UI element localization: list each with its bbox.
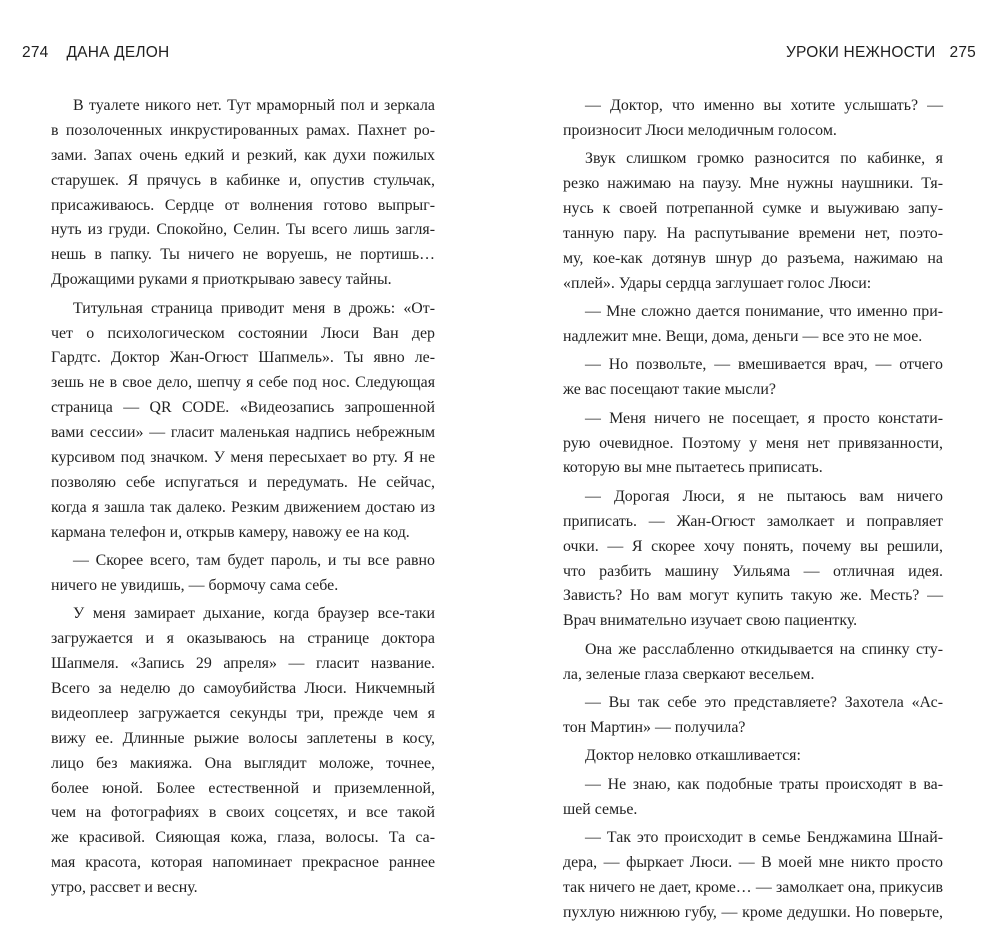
text-line: — Доктор, что именно вы хотите услышать? — bbox=[585, 97, 943, 114]
paragraph bbox=[563, 353, 943, 403]
paragraph bbox=[563, 773, 943, 823]
text-line: загружается и я оказываюсь на странице доктора bbox=[51, 630, 435, 648]
paragraph bbox=[51, 94, 435, 293]
text-line: чет о психологическом состоянии Люси Ван дер bbox=[51, 324, 435, 342]
text-line: Дрожащими руками я приоткрываю завесу тайны. bbox=[51, 271, 392, 289]
text-line: чем на фотографиях в своих соцсетях, и все такой bbox=[51, 804, 435, 822]
text-line: зешь не в свое дело, шепчу я себе под нос. Следующая bbox=[51, 374, 435, 392]
text-line: Зависть? Но вам могут купить такую же. Месть? — bbox=[563, 587, 943, 605]
paragraph bbox=[563, 744, 943, 769]
text-line: му, кое-как дотянув шнур до разъема, нажимаю на bbox=[563, 249, 943, 267]
paragraph bbox=[563, 147, 943, 296]
text-line: позволяю себе испугаться и передумать. Не сейчас, bbox=[51, 473, 435, 491]
text-line: — Дорогая Люси, я не пытаюсь вам ничего bbox=[585, 487, 943, 505]
text-line: в позолоченных инкрустированных рамах. Пахнет ро- bbox=[51, 121, 435, 139]
text-line: резко нажимаю на паузу. Мне нужны наушники. Тя- bbox=[563, 175, 943, 193]
text-line: Шапмеля. «Запись 29 апреля» — гласит название. bbox=[51, 655, 435, 673]
right-page-number: 275 bbox=[949, 44, 976, 61]
text-line: кармана телефон и, открыв камеру, навожу ее на код. bbox=[51, 523, 410, 541]
text-line: присаживаюсь. Сердце от волнения готово выпрыг- bbox=[51, 196, 435, 214]
text-line: рую очевидное. Поэтому у меня нет привязанности, bbox=[563, 434, 943, 452]
text-line: пухлую нижнюю губу, — кроме дедушки. Но поверьте, bbox=[563, 903, 943, 921]
text-line: видеоплеер загружается секунды три, прежде чем я bbox=[51, 704, 435, 722]
paragraph bbox=[563, 485, 943, 634]
text-line: старушек. Я прячусь в кабинке и, опустив стульчак, bbox=[51, 171, 435, 189]
book-title: УРОКИ НЕЖНОСТИ bbox=[785, 44, 936, 61]
author-name: ДАНА ДЕЛОН bbox=[66, 44, 170, 61]
text-line: Врач внимательно изучает свою пациентку. bbox=[563, 612, 858, 630]
text-line: Титульная страница приводит меня в дрожь: «От- bbox=[73, 299, 435, 317]
text-line: которую вы мне пытаетесь приписать. bbox=[563, 459, 823, 477]
text-line: — Скорее всего, там будет пароль, и ты все равно bbox=[73, 552, 435, 570]
text-line: мая красота, которая напоминает прекрасное раннее bbox=[51, 854, 435, 872]
text-line: приписать. — Жан-Огюст замолкает и поправляет bbox=[563, 512, 943, 530]
text-line: очки. — Я скорее хочу понять, почему вы решили, bbox=[563, 537, 943, 555]
text-line: зами. Запах очень едкий и резкий, как духи пожилых bbox=[51, 146, 435, 164]
right-page-body bbox=[563, 94, 943, 929]
text-line: лицо без макияжа. Она выглядит моложе, точнее, bbox=[51, 754, 435, 772]
paragraph bbox=[563, 638, 943, 688]
paragraph bbox=[51, 549, 435, 599]
text-line: нуть из груди. Спокойно, Селин. Ты всего лишь загля- bbox=[51, 221, 435, 239]
paragraph bbox=[563, 300, 943, 350]
text-line: нешь в папку. Ты ничего не воруешь, не портишь… bbox=[51, 246, 435, 264]
left-page bbox=[0, 0, 500, 897]
text-line: — Мне сложно дается понимание, что именно при- bbox=[585, 303, 943, 321]
text-line: тон Мартин» — получила? bbox=[563, 718, 746, 736]
text-line: — Но позвольте, — вмешивается врач, — отчего bbox=[585, 356, 943, 374]
text-line: В туалете никого нет. Тут мраморный пол и зеркала bbox=[73, 97, 435, 114]
text-line: более юной. Более естественной и приземленной, bbox=[51, 779, 435, 797]
paragraph bbox=[563, 94, 943, 144]
text-line: — Меня ничего не посещает, я просто констати- bbox=[585, 409, 943, 427]
text-line: танную пару. На распутывание времени нет, поэто- bbox=[563, 224, 943, 242]
right-page bbox=[500, 0, 1000, 921]
left-page-number: 274 bbox=[22, 44, 49, 61]
text-line: вижу ее. Длинные рыжие волосы заплетены в косу, bbox=[51, 729, 435, 747]
text-line: Доктор неловко откашливается: bbox=[585, 747, 801, 765]
text-line: когда я зашла так далеко. Резким движением достаю из bbox=[51, 498, 435, 516]
text-line: курсивом под значком. У меня пересыхает во рту. Я не bbox=[51, 448, 435, 466]
text-line: нусь к своей потрепанной сумке и выуживаю запу- bbox=[563, 200, 943, 218]
text-line: Она же расслабленно откидывается на спинку сту- bbox=[585, 640, 943, 658]
text-line: — Так это происходит в семье Бенджамина Шнай- bbox=[585, 828, 943, 846]
paragraph bbox=[563, 691, 943, 741]
left-running-header bbox=[22, 44, 169, 62]
text-line: страница — QR CODE. «Видеозапись запрошенной bbox=[51, 399, 435, 417]
text-line: «плей». Удары сердца заглушает голос Люси: bbox=[563, 274, 872, 292]
text-line: что разбить машину Уильяма — отличная идея. bbox=[563, 562, 943, 580]
text-line: Всего за неделю до самоубийства Люси. Никчемный bbox=[51, 679, 435, 697]
text-line: ла, зеленые глаза сверкают весельем. bbox=[563, 665, 815, 683]
text-line: же вас посещают такие мысли? bbox=[563, 381, 776, 399]
text-line: — Не знаю, как подобные траты происходят в ва- bbox=[585, 775, 943, 793]
text-line: — Вы так себе это представляете? Захотела «Ас- bbox=[585, 693, 943, 711]
paragraph bbox=[563, 826, 943, 926]
text-line: У меня замирает дыхание, когда браузер все-таки bbox=[73, 605, 435, 623]
text-line: дера, — фыркает Люси. — В моей мне никто просто bbox=[563, 853, 943, 871]
text-line: так ничего не дает, кроме… — замолкает она, прикусив bbox=[563, 878, 943, 896]
text-line: Звук слишком громко разносится по кабинке, я bbox=[585, 150, 943, 168]
text-line: произносит Люси мелодичным голосом. bbox=[563, 121, 837, 139]
text-line: шей семье. bbox=[563, 800, 638, 818]
left-page-body bbox=[51, 94, 435, 905]
text-line: ничего не увидишь, — бормочу сама себе. bbox=[51, 576, 339, 594]
text-line: вами сессии» — гласит маленькая надпись небрежным bbox=[51, 424, 435, 442]
paragraph bbox=[563, 407, 943, 482]
paragraph bbox=[51, 602, 435, 901]
paragraph bbox=[51, 297, 435, 546]
text-line: же красивой. Сияющая кожа, глаза, волосы. Та са- bbox=[51, 829, 435, 847]
right-running-header bbox=[786, 44, 976, 62]
text-line: Гардтс. Доктор Жан-Огюст Шапмель». Ты явно ле- bbox=[51, 349, 435, 367]
text-line: надлежит мне. Вещи, дома, деньги — все это не мое. bbox=[563, 328, 923, 346]
text-line: утро, рассвет и весну. bbox=[51, 879, 198, 897]
